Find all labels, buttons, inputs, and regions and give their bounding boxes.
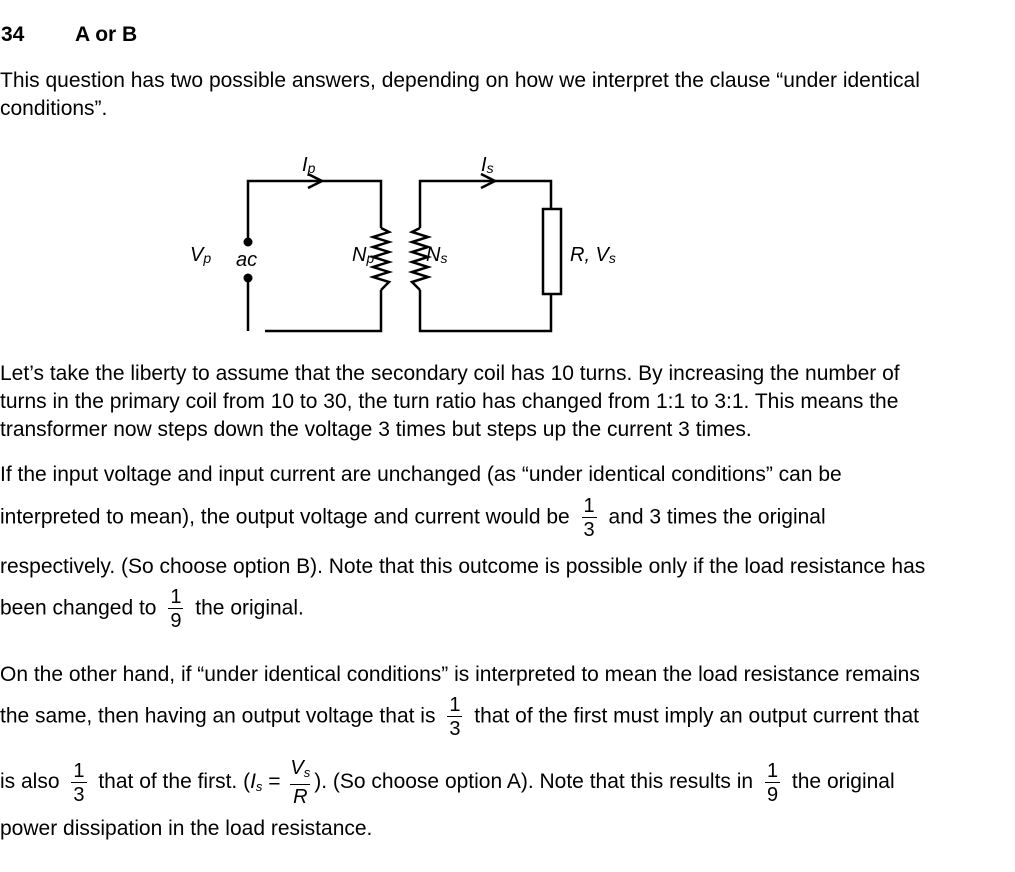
para3-line-3-text-d: the original bbox=[791, 770, 895, 794]
para2-line-4-text-a: been changed to bbox=[0, 596, 157, 620]
secondary-wire-top bbox=[420, 181, 551, 228]
para2-line-2-text-b: and 3 times the original bbox=[608, 505, 826, 529]
intro-line-1: This question has two possible answers, depending on how we interpret the clause “under identical bbox=[0, 69, 920, 92]
para3-line-3-text-b: that of the first. ( bbox=[98, 770, 251, 794]
para3-line-3-text-c: ). (So choose option A). Note that this results in bbox=[314, 770, 754, 794]
para2-line-4-text-b: the original. bbox=[195, 596, 304, 620]
label-ip: Ip bbox=[302, 154, 316, 176]
label-r-vs: R, Vs bbox=[570, 244, 616, 266]
label-ns: Ns bbox=[426, 244, 448, 266]
para3-line-2-text-b: that of the first must imply an output current that bbox=[474, 704, 919, 728]
fraction-one-ninth: $\frac{1}{9}$ bbox=[170, 586, 182, 632]
para2-line-4 bbox=[0, 587, 304, 631]
label-vp: Vp bbox=[190, 244, 212, 266]
secondary-wire-bottom bbox=[420, 290, 551, 331]
para2-line-2-text-a: interpreted to mean), the output voltage and current would be bbox=[0, 505, 570, 529]
label-is: Is bbox=[481, 154, 494, 176]
fraction-one-third: $\frac{1}{3}$ bbox=[449, 694, 461, 740]
para2-line-1: If the input voltage and input current are unchanged (as “under identical conditions” can be bbox=[0, 463, 842, 486]
para3-line-3-text-a: is also bbox=[0, 770, 60, 794]
para3-line-3 bbox=[0, 758, 895, 807]
primary-wire-top bbox=[248, 181, 381, 242]
para1-line-1: Let’s take the liberty to assume that the secondary coil has 10 turns. By increasing the number of bbox=[0, 362, 900, 385]
para3-line-2-text-a: the same, then having an output voltage that is bbox=[0, 704, 436, 728]
fraction-one-third: $\frac{1}{3}$ bbox=[73, 759, 85, 806]
primary-coil bbox=[373, 228, 389, 290]
para3-line-2 bbox=[0, 695, 919, 739]
transformer-circuit-diagram bbox=[0, 140, 700, 340]
question-number: 34 bbox=[1, 23, 25, 46]
source-terminal-bottom bbox=[244, 274, 253, 283]
equation-fraction-vs-over-r: $\frac{V_s}{R}$ bbox=[290, 757, 311, 808]
fraction-one-ninth: $\frac{1}{9}$ bbox=[766, 759, 779, 806]
label-np: Np bbox=[352, 244, 375, 266]
answer-heading: A or B bbox=[75, 23, 138, 46]
load-resistor bbox=[543, 209, 561, 294]
source-terminal-top bbox=[244, 238, 253, 247]
para3-line-1: On the other hand, if “under identical conditions” is interpreted to mean the load resistance remains bbox=[0, 663, 920, 686]
para2-line-2 bbox=[0, 496, 826, 540]
fraction-one-third: $\frac{1}{3}$ bbox=[583, 495, 595, 541]
para3-line-4: power dissipation in the load resistance. bbox=[0, 817, 373, 840]
para1-line-2: turns in the primary coil from 10 to 30, the turn ratio has changed from 1:1 to 3:1. This means the bbox=[0, 390, 899, 413]
label-ac: ac bbox=[236, 249, 258, 271]
primary-wire-bottom bbox=[265, 290, 381, 331]
para2-line-3: respectively. (So choose option B). Note that this outcome is possible only if the load resistance has bbox=[0, 555, 926, 578]
para1-line-3: transformer now steps down the voltage 3 times but steps up the current 3 times. bbox=[0, 418, 752, 441]
equation-lhs: I bbox=[250, 770, 256, 794]
equation-lhs-sub: s bbox=[255, 779, 263, 795]
intro-line-2: conditions”. bbox=[0, 97, 108, 120]
equation-equals: = bbox=[268, 770, 281, 794]
